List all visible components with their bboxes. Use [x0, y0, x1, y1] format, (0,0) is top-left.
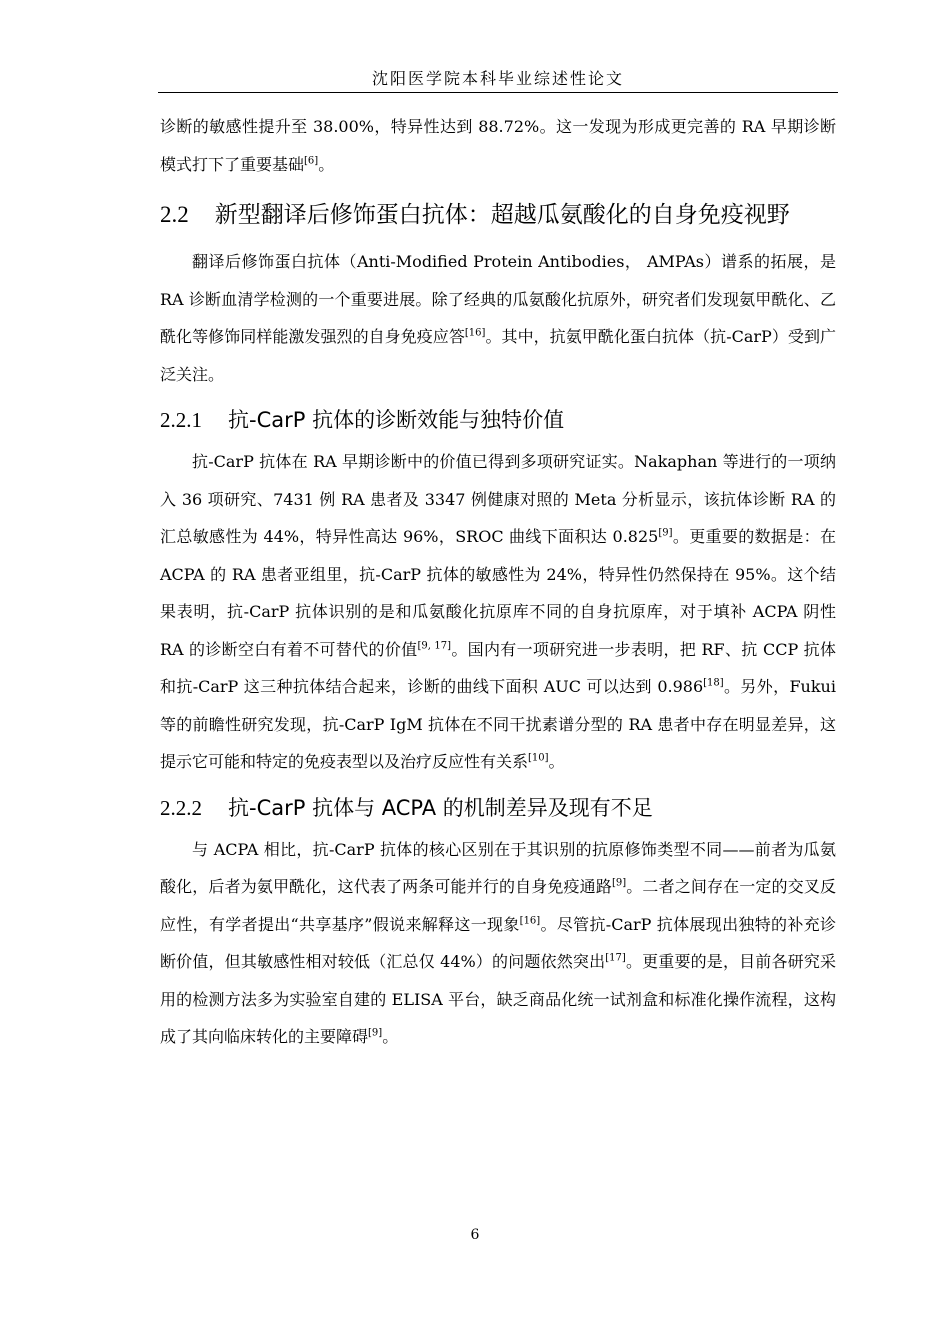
section-number: 2.2 [160, 202, 189, 227]
citation: [16] [464, 327, 486, 339]
citation: [6] [304, 155, 319, 167]
page-number: 6 [470, 1227, 480, 1243]
section-title: 新型翻译后修饰蛋白抗体：超越瓜氨酸化的自身免疫视野 [214, 202, 790, 228]
subsection-number: 2.2.2 [160, 795, 202, 820]
subsection-heading-2-2-1 [160, 403, 836, 437]
running-header: 沈阳医学院本科毕业综述性论文 [371, 69, 624, 88]
subsection-number: 2.2.1 [160, 408, 202, 432]
subsection-title: 抗-CarP 抗体与 ACPA 的机制差异及现有不足 [228, 795, 653, 820]
citation: [9] [368, 1027, 383, 1039]
section-heading-2-2 [160, 193, 836, 237]
citation: [16] [519, 915, 541, 927]
subsection-heading-2-2-2 [160, 791, 836, 825]
paragraph-carp-mechanism: 与 ACPA 相比，抗-CarP 抗体的核心区别在于其识别的抗原修饰类型不同——前者为瓜氨酸化，后者为氨甲酰化，这代表了两条可能并行的自身免疫通路[9]。二者之间存在一定的交叉反应性，有学者提出“共享基序”假说来解释这一现象[16]。尽管抗-CarP 抗体展现出独特的补充诊断价值，但其敏感性相对较低（汇总仅 44%）的问题依然突出[17]。更重要的是，目前各研究采用的检测方法多为实验室自建的 ELISA 平台，缺乏商品化统一试剂盒和标准化操作流程，这构成了其向临床转化的主要障碍[9]。 [160, 839, 836, 1046]
header-rule [158, 92, 838, 93]
citation: [18] [703, 677, 724, 689]
citation: [9] [658, 527, 673, 539]
body-content [160, 108, 836, 1056]
paragraph-ampa: 翻译后修饰蛋白抗体（Anti-Modified Protein Antibodies， AMPAs）谱系的拓展，是 RA 诊断血清学检测的一个重要进展。除了经典的瓜氨酸化抗原外，研究者们发现氨甲酰化、乙酰化等修饰同样能激发强烈的自身免疫应答[16]。其中，抗氨甲酰化蛋白抗体（抗-CarP）受到广泛关注。 [160, 252, 836, 384]
subsection-title: 抗-CarP 抗体的诊断效能与独特价值 [228, 408, 565, 432]
citation: [10] [528, 752, 549, 764]
citation: [17] [605, 952, 626, 964]
continuation-paragraph: 诊断的敏感性提升至 38.00%，特异性达到 88.72%。这一发现为形成更完善的 RA 早期诊断模式打下了重要基础[6]。 [160, 117, 836, 174]
citation: [9, 17] [417, 640, 452, 652]
paragraph-carp-diagnostic: 抗-CarP 抗体在 RA 早期诊断中的价值已得到多项研究证实。Nakaphan 等进行的一项纳入 36 项研究、7431 例 RA 患者及 3347 例健康对照的 Meta 分析显示，该抗体诊断 RA 的汇总敏感性为 44%，特异性高达 96%，SROC 曲线下面积达 0.825[9]。更重要的数据是：在 ACPA 的 RA 患者亚组里，抗-CarP 抗体的敏感性为 24%，特异性仍然保持在 95%。这个结果表明，抗-CarP 抗体识别的是和瓜氨酸化抗原库不同的自身抗原库，对于填补 ACPA 阴性 RA 的诊断空白有着不可替代的价值[9, 17]。国内有一项研究进一步表明，把 RF、抗 CCP 抗体和抗-CarP 这三种抗体结合起来，诊断的曲线下面积 AUC 可以达到 0.986[18]。另外，Fukui 等的前瞻性研究发现，抗-CarP IgM 抗体在不同干扰素谱分型的 RA 患者中存在明显差异，这提示它可能和特定的免疫表型以及治疗反应性有关系[10]。 [160, 452, 836, 771]
citation: [9] [611, 877, 627, 889]
